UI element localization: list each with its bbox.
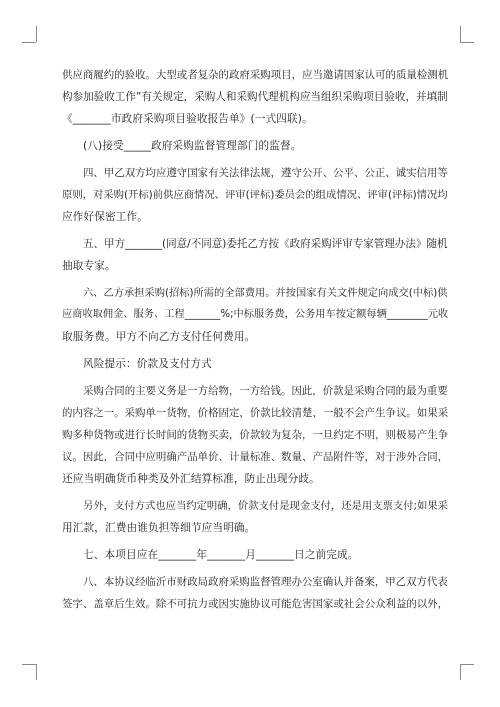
text-line: 取服务费。甲方不向乙方支付任何费用。 [62, 331, 256, 343]
text-line: 六、乙方承担采购(招标)所需的全部费用。并按国家有关文件规定向成交(中标)供 [83, 287, 448, 299]
text-line: 风险提示：价款及支付方式 [83, 358, 212, 370]
text-line: 的内容之一。采购单一货物，价格固定，价款比较清楚，一般不会产生争议。如果采 [62, 407, 449, 419]
text-line: 用汇款，汇费由谁负担等细节应当明确。 [62, 522, 256, 534]
text-line: 《_______市政府采购项目验收报告单》(一式四联)。 [62, 113, 313, 125]
text-line: 应商收取佣金、服务、工程_______%;中标服务费，公务用车按定额每辆________元收 [62, 309, 449, 320]
text-line: 购多种货物或进行长时间的货物买卖，价款较为复杂，一旦约定不明，则极易产生争 [62, 429, 449, 441]
text-line: 构参加验收工作”有关规定，采购人和采购代理机构应当组织采购项目验收，并填制 [62, 91, 448, 103]
document-body [62, 64, 448, 615]
text-line: 七、本项目应在_______年_______月_______日之前完成。 [83, 549, 359, 561]
text-line: 签字、盖章后生效。除不可抗力或因实施协议可能危害国家或社会公众利益的以外， [62, 598, 449, 610]
text-line: 采购合同的主要义务是一方给物，一方给钱。因此，价款是采购合同的最为重要 [83, 385, 448, 397]
text-line: 供应商履约的验收。大型或者复杂的政府采购项目，应当邀请国家认可的质量检测机 [62, 69, 449, 81]
text-line: 应作好保密工作。 [62, 211, 148, 223]
text-line: 四、甲乙双方均应遵守国家有关法律法规，遵守公开、公平、公正、诚实信用等 [83, 167, 448, 179]
text-line: (八)接受_____政府采购监督管理部门的监督。 [83, 140, 302, 152]
text-line: 抽取专家。 [62, 260, 116, 272]
text-line: 五、甲方_______(同意/不同意)委托乙方按《政府采购评审专家管理办法》随机 [83, 238, 448, 250]
text-line: 八、本协议经临沂市财政局政府采购监督管理办公室确认并备案，甲乙双方代表 [83, 576, 448, 588]
text-line: 议。因此，合同中应明确产品单价、计量标准、数量、产品附件等，对于涉外合同， [62, 451, 449, 463]
text-line: 还应当明确货币种类及外汇结算标准，防止出现分歧。 [62, 473, 320, 485]
text-line: 原则，对采购(开标)前供应商情况、评审(评标)委员会的组成情况、评审(评标)情况均 [62, 189, 448, 201]
text-line: 另外，支付方式也应当约定明确，价款支付是现金支付，还是用支票支付;如果采 [83, 500, 448, 512]
